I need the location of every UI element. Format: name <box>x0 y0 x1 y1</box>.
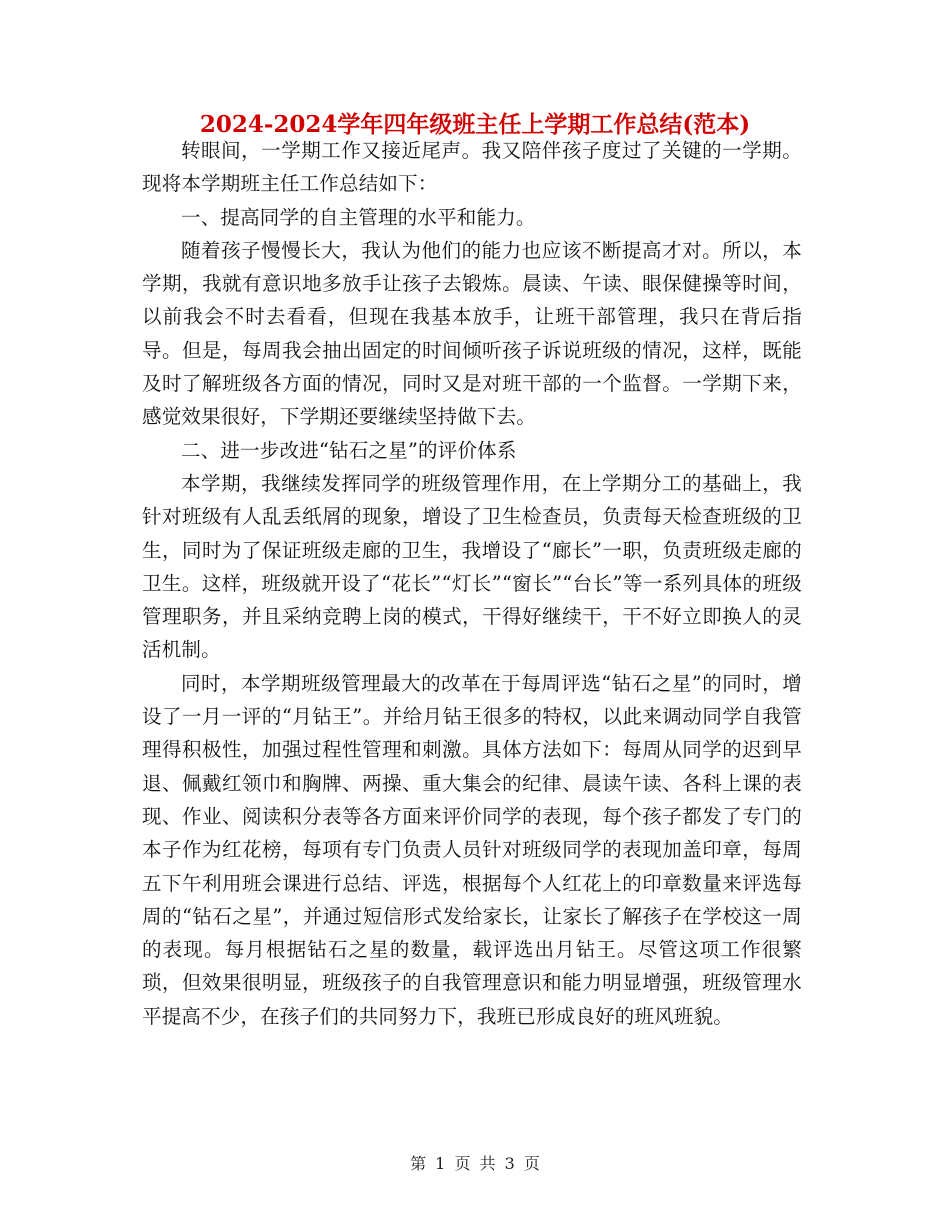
section-2-paragraph-1: 本学期，我继续发挥同学的班级管理作用，在上学期分工的基础上，我针对班级有人乱丢纸屑的现象，增设了卫生检查员，负责每天检查班级的卫生，同时为了保证班级走廊的卫生，我增设了“廊长”一职，负责班级走廊的卫生。这样，班级就开设了“花长”“灯长”“窗长”“台长”等一系列具体的班级管理职务，并且采纳竞聘上岗的模式，干得好继续干，干不好立即换人的灵活机制。 <box>142 471 802 662</box>
section-heading-1: 一、提高同学的自主管理的水平和能力。 <box>181 205 536 229</box>
page-footer: 第 1 页 共 3 页 <box>410 1154 540 1173</box>
document-title: 2024-2024学年四年级班主任上学期工作总结(范本) <box>199 111 751 138</box>
section-1-paragraph: 随着孩子慢慢长大，我认为他们的能力也应该不断提高才对。所以，本学期，我就有意识地多放手让孩子去锻炼。晨读、午读、眼保健操等时间，以前我会不时去看看，但现在我基本放手，让班干部管理，我只在背后指导。但是，每周我会抽出固定的时间倾听孩子诉说班级的情况，这样，既能及时了解班级各方面的情况，同时又是对班干部的一个监督。一学期下来，感觉效果很好，下学期还要继续坚持做下去。 <box>142 238 802 429</box>
intro-paragraph: 转眼间，一学期工作又接近尾声。我又陪伴孩子度过了关键的一学期。现将本学期班主任工作总结如下： <box>142 139 802 196</box>
section-2-paragraph-2: 同时，本学期班级管理最大的改革在于每周评选“钻石之星”的同时，增设了一月一评的“月钻王”。并给月钻王很多的特权，以此来调动同学自我管理得积极性，加强过程性管理和刺激。具体方法如下：每周从同学的迟到早退、佩戴红领巾和胸牌、两操、重大集会的纪律、晨读午读、各科上课的表现、作业、阅读积分表等各方面来评价同学的表现，每个孩子都发了专门的本子作为红花榜，每项有专门负责人员针对班级同学的表现加盖印章，每周五下午利用班会课进行总结、评选，根据每个人红花上的印章数量来评选每周的“钻石之星”，并通过短信形式发给家长，让家长了解孩子在学校这一周的表现。每月根据钻石之星的数量，载评选出月钻王。尽管这项工作很繁琐，但效果很明显，班级孩子的自我管理意识和能力明显增强，班级管理水平提高不少，在孩子们的共同努力下，我班已形成良好的班风班貌。 <box>142 671 802 1028</box>
document-body <box>142 134 802 1033</box>
section-heading-2: 二、进一步改进“钻石之星”的评价体系 <box>181 438 517 462</box>
